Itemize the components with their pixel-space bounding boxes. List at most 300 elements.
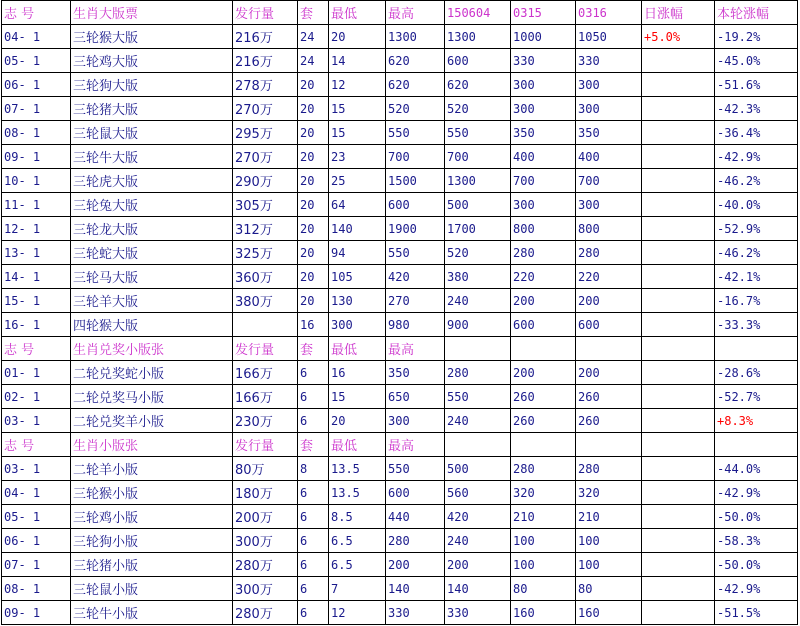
- cell-price-0316: 280: [576, 457, 642, 481]
- header-cell-code: 志 号: [2, 337, 71, 361]
- cell-price-150604: 550: [445, 121, 511, 145]
- table-row: [2, 241, 798, 265]
- cell-high: 550: [386, 241, 445, 265]
- cell-high: 600: [386, 481, 445, 505]
- cell-name: 三轮狗小版: [71, 529, 233, 553]
- cell-high: 270: [386, 289, 445, 313]
- cell-price-0315: 320: [511, 481, 576, 505]
- cell-code: 13- 1: [2, 241, 71, 265]
- header-cell-price-0316: 0316: [576, 1, 642, 25]
- cell-price-150604: 1300: [445, 25, 511, 49]
- cell-high: 600: [386, 193, 445, 217]
- cell-daily-change: [642, 73, 715, 97]
- cell-price-0315: 300: [511, 73, 576, 97]
- cell-price-0316: 200: [576, 289, 642, 313]
- cell-round-change: -46.2%: [715, 241, 798, 265]
- cell-name: 三轮鼠大版: [71, 121, 233, 145]
- cell-daily-change: +5.0%: [642, 25, 715, 49]
- cell-name: 三轮牛大版: [71, 145, 233, 169]
- cell-round-change: -36.4%: [715, 121, 798, 145]
- cell-name: 三轮牛小版: [71, 601, 233, 625]
- cell-low: 6.5: [329, 553, 386, 577]
- cell-daily-change: [642, 121, 715, 145]
- header-cell-price-0315: 0315: [511, 1, 576, 25]
- header-cell-set: 套: [298, 1, 329, 25]
- cell-issue: 270万: [233, 145, 298, 169]
- cell-low: 6.5: [329, 529, 386, 553]
- cell-low: 64: [329, 193, 386, 217]
- table-row: [2, 385, 798, 409]
- cell-price-0316: 160: [576, 601, 642, 625]
- cell-price-150604: 550: [445, 385, 511, 409]
- cell-set: 20: [298, 241, 329, 265]
- cell-set: 6: [298, 601, 329, 625]
- header-cell-price-0315: [511, 337, 576, 361]
- table-row: [2, 553, 798, 577]
- cell-code: 01- 1: [2, 361, 71, 385]
- cell-set: 8: [298, 457, 329, 481]
- table-row: [2, 49, 798, 73]
- cell-low: 8.5: [329, 505, 386, 529]
- cell-price-0316: 260: [576, 409, 642, 433]
- cell-round-change: -42.9%: [715, 481, 798, 505]
- cell-price-0316: 350: [576, 121, 642, 145]
- cell-price-0315: 200: [511, 289, 576, 313]
- cell-low: 13.5: [329, 481, 386, 505]
- cell-price-0316: 800: [576, 217, 642, 241]
- cell-price-0316: 100: [576, 529, 642, 553]
- cell-set: 6: [298, 529, 329, 553]
- cell-low: 105: [329, 265, 386, 289]
- cell-price-0315: 800: [511, 217, 576, 241]
- cell-high: 520: [386, 97, 445, 121]
- cell-price-0316: 300: [576, 193, 642, 217]
- cell-round-change: -42.1%: [715, 265, 798, 289]
- cell-price-0315: 160: [511, 601, 576, 625]
- cell-name: 三轮龙大版: [71, 217, 233, 241]
- cell-set: 24: [298, 49, 329, 73]
- header-cell-low: 最低: [329, 1, 386, 25]
- cell-price-0316: 260: [576, 385, 642, 409]
- cell-price-0316: 220: [576, 265, 642, 289]
- cell-high: 620: [386, 49, 445, 73]
- cell-issue: 180万: [233, 481, 298, 505]
- cell-price-150604: 330: [445, 601, 511, 625]
- cell-low: 7: [329, 577, 386, 601]
- cell-daily-change: [642, 145, 715, 169]
- cell-daily-change: [642, 97, 715, 121]
- header-cell-price-0316: [576, 337, 642, 361]
- cell-code: 04- 1: [2, 25, 71, 49]
- header-cell-set: 套: [298, 433, 329, 457]
- table-row: [2, 169, 798, 193]
- header-cell-round-change: [715, 337, 798, 361]
- cell-round-change: -42.9%: [715, 145, 798, 169]
- cell-round-change: +8.3%: [715, 409, 798, 433]
- header-cell-price-150604: [445, 433, 511, 457]
- cell-round-change: -16.7%: [715, 289, 798, 313]
- cell-name: 三轮兔大版: [71, 193, 233, 217]
- header-cell-issue: 发行量: [233, 1, 298, 25]
- cell-code: 09- 1: [2, 145, 71, 169]
- cell-high: 700: [386, 145, 445, 169]
- cell-price-150604: 140: [445, 577, 511, 601]
- cell-low: 16: [329, 361, 386, 385]
- cell-code: 10- 1: [2, 169, 71, 193]
- cell-price-0315: 300: [511, 193, 576, 217]
- cell-daily-change: [642, 289, 715, 313]
- cell-high: 420: [386, 265, 445, 289]
- header-cell-name: 生肖小版张: [71, 433, 233, 457]
- cell-price-150604: 500: [445, 193, 511, 217]
- cell-price-0315: 260: [511, 409, 576, 433]
- cell-issue: 380万: [233, 289, 298, 313]
- cell-price-0316: 1050: [576, 25, 642, 49]
- cell-set: 20: [298, 289, 329, 313]
- cell-price-0316: 100: [576, 553, 642, 577]
- cell-set: 6: [298, 361, 329, 385]
- cell-low: 140: [329, 217, 386, 241]
- cell-set: 6: [298, 385, 329, 409]
- cell-price-150604: 200: [445, 553, 511, 577]
- cell-price-0315: 210: [511, 505, 576, 529]
- cell-set: 24: [298, 25, 329, 49]
- cell-issue: 166万: [233, 385, 298, 409]
- cell-high: 300: [386, 409, 445, 433]
- cell-high: 650: [386, 385, 445, 409]
- cell-price-0315: 280: [511, 457, 576, 481]
- header-cell-code: 志 号: [2, 433, 71, 457]
- cell-round-change: -33.3%: [715, 313, 798, 337]
- cell-issue: 80万: [233, 457, 298, 481]
- cell-issue: 270万: [233, 97, 298, 121]
- cell-round-change: -42.9%: [715, 577, 798, 601]
- cell-low: 20: [329, 409, 386, 433]
- section-header-row: [2, 433, 798, 457]
- cell-price-150604: 900: [445, 313, 511, 337]
- cell-code: 06- 1: [2, 73, 71, 97]
- cell-daily-change: [642, 553, 715, 577]
- table-row: [2, 457, 798, 481]
- cell-issue: 300万: [233, 529, 298, 553]
- cell-set: 20: [298, 97, 329, 121]
- cell-price-150604: 1700: [445, 217, 511, 241]
- cell-price-0316: 320: [576, 481, 642, 505]
- cell-price-150604: 520: [445, 241, 511, 265]
- cell-price-150604: 240: [445, 529, 511, 553]
- cell-code: 08- 1: [2, 121, 71, 145]
- cell-round-change: -40.0%: [715, 193, 798, 217]
- cell-round-change: -42.3%: [715, 97, 798, 121]
- cell-price-0316: 210: [576, 505, 642, 529]
- cell-price-0316: 600: [576, 313, 642, 337]
- table-row: [2, 529, 798, 553]
- cell-price-0316: 200: [576, 361, 642, 385]
- cell-name: 三轮鸡大版: [71, 49, 233, 73]
- cell-low: 13.5: [329, 457, 386, 481]
- cell-price-0315: 80: [511, 577, 576, 601]
- cell-price-0315: 350: [511, 121, 576, 145]
- cell-name: 三轮猴大版: [71, 25, 233, 49]
- header-cell-low: 最低: [329, 337, 386, 361]
- section-header-row: [2, 337, 798, 361]
- cell-name: 三轮鸡小版: [71, 505, 233, 529]
- cell-name: 二轮兑奖蛇小版: [71, 361, 233, 385]
- stamp-price-table: [1, 0, 798, 625]
- cell-set: 20: [298, 121, 329, 145]
- cell-price-0316: 700: [576, 169, 642, 193]
- cell-high: 1900: [386, 217, 445, 241]
- cell-code: 11- 1: [2, 193, 71, 217]
- cell-price-150604: 700: [445, 145, 511, 169]
- cell-low: 300: [329, 313, 386, 337]
- cell-round-change: -58.3%: [715, 529, 798, 553]
- cell-high: 440: [386, 505, 445, 529]
- cell-issue: 278万: [233, 73, 298, 97]
- cell-set: 20: [298, 193, 329, 217]
- table-body: [2, 1, 798, 625]
- table-row: [2, 289, 798, 313]
- cell-issue: 312万: [233, 217, 298, 241]
- cell-low: 23: [329, 145, 386, 169]
- cell-name: 三轮鼠小版: [71, 577, 233, 601]
- cell-low: 12: [329, 601, 386, 625]
- cell-issue: 305万: [233, 193, 298, 217]
- cell-code: 04- 1: [2, 481, 71, 505]
- cell-code: 03- 1: [2, 409, 71, 433]
- cell-issue: 325万: [233, 241, 298, 265]
- cell-name: 三轮狗大版: [71, 73, 233, 97]
- cell-high: 550: [386, 121, 445, 145]
- cell-issue: 216万: [233, 49, 298, 73]
- header-cell-name: 生肖大版票: [71, 1, 233, 25]
- cell-code: 05- 1: [2, 49, 71, 73]
- cell-price-0315: 100: [511, 553, 576, 577]
- cell-low: 12: [329, 73, 386, 97]
- cell-price-0315: 220: [511, 265, 576, 289]
- cell-high: 620: [386, 73, 445, 97]
- cell-name: 三轮蛇大版: [71, 241, 233, 265]
- table-row: [2, 217, 798, 241]
- cell-high: 200: [386, 553, 445, 577]
- cell-name: 三轮猴小版: [71, 481, 233, 505]
- cell-price-0315: 1000: [511, 25, 576, 49]
- table-row: [2, 121, 798, 145]
- cell-low: 130: [329, 289, 386, 313]
- cell-round-change: -50.0%: [715, 505, 798, 529]
- cell-code: 14- 1: [2, 265, 71, 289]
- header-cell-set: 套: [298, 337, 329, 361]
- cell-name: 二轮兑奖羊小版: [71, 409, 233, 433]
- cell-issue: 360万: [233, 265, 298, 289]
- cell-price-150604: 620: [445, 73, 511, 97]
- cell-low: 14: [329, 49, 386, 73]
- cell-daily-change: [642, 409, 715, 433]
- cell-code: 05- 1: [2, 505, 71, 529]
- cell-price-0315: 300: [511, 97, 576, 121]
- cell-name: 三轮虎大版: [71, 169, 233, 193]
- header-cell-high: 最高: [386, 433, 445, 457]
- table-row: [2, 577, 798, 601]
- cell-price-0316: 330: [576, 49, 642, 73]
- cell-round-change: -50.0%: [715, 553, 798, 577]
- header-cell-price-0316: [576, 433, 642, 457]
- table-row: [2, 601, 798, 625]
- cell-code: 07- 1: [2, 553, 71, 577]
- cell-price-0315: 100: [511, 529, 576, 553]
- header-cell-code: 志 号: [2, 1, 71, 25]
- cell-round-change: -46.2%: [715, 169, 798, 193]
- header-cell-issue: 发行量: [233, 433, 298, 457]
- cell-set: 20: [298, 73, 329, 97]
- table-row: [2, 73, 798, 97]
- cell-low: 25: [329, 169, 386, 193]
- cell-price-0315: 280: [511, 241, 576, 265]
- cell-code: 12- 1: [2, 217, 71, 241]
- cell-daily-change: [642, 241, 715, 265]
- cell-price-150604: 1300: [445, 169, 511, 193]
- cell-daily-change: [642, 193, 715, 217]
- cell-price-0316: 400: [576, 145, 642, 169]
- cell-round-change: -51.5%: [715, 601, 798, 625]
- cell-set: 6: [298, 577, 329, 601]
- cell-price-150604: 500: [445, 457, 511, 481]
- cell-issue: 216万: [233, 25, 298, 49]
- cell-code: 09- 1: [2, 601, 71, 625]
- cell-issue: 290万: [233, 169, 298, 193]
- cell-round-change: -51.6%: [715, 73, 798, 97]
- cell-low: 15: [329, 121, 386, 145]
- cell-set: 6: [298, 481, 329, 505]
- cell-set: 6: [298, 409, 329, 433]
- table-row: [2, 361, 798, 385]
- cell-price-0315: 260: [511, 385, 576, 409]
- cell-daily-change: [642, 265, 715, 289]
- cell-price-0315: 700: [511, 169, 576, 193]
- cell-daily-change: [642, 505, 715, 529]
- cell-issue: 280万: [233, 601, 298, 625]
- header-cell-price-150604: [445, 337, 511, 361]
- cell-round-change: -52.7%: [715, 385, 798, 409]
- cell-high: 140: [386, 577, 445, 601]
- header-cell-daily-change: 日涨幅: [642, 1, 715, 25]
- cell-name: 三轮猪小版: [71, 553, 233, 577]
- cell-price-0316: 80: [576, 577, 642, 601]
- cell-price-150604: 240: [445, 409, 511, 433]
- cell-issue: 166万: [233, 361, 298, 385]
- cell-daily-change: [642, 313, 715, 337]
- cell-code: 07- 1: [2, 97, 71, 121]
- cell-name: 四轮猴大版: [71, 313, 233, 337]
- header-cell-name: 生肖兑奖小版张: [71, 337, 233, 361]
- cell-issue: 280万: [233, 553, 298, 577]
- cell-set: 20: [298, 265, 329, 289]
- header-cell-price-150604: 150604: [445, 1, 511, 25]
- cell-code: 15- 1: [2, 289, 71, 313]
- cell-set: 16: [298, 313, 329, 337]
- cell-low: 15: [329, 97, 386, 121]
- cell-name: 三轮马大版: [71, 265, 233, 289]
- cell-daily-change: [642, 601, 715, 625]
- cell-code: 16- 1: [2, 313, 71, 337]
- table-row: [2, 145, 798, 169]
- cell-code: 08- 1: [2, 577, 71, 601]
- cell-high: 1300: [386, 25, 445, 49]
- cell-price-0316: 300: [576, 97, 642, 121]
- cell-code: 06- 1: [2, 529, 71, 553]
- header-cell-high: 最高: [386, 337, 445, 361]
- header-cell-low: 最低: [329, 433, 386, 457]
- cell-name: 三轮羊大版: [71, 289, 233, 313]
- cell-daily-change: [642, 529, 715, 553]
- cell-name: 二轮羊小版: [71, 457, 233, 481]
- table-row: [2, 481, 798, 505]
- header-cell-price-0315: [511, 433, 576, 457]
- header-cell-round-change: 本轮涨幅: [715, 1, 798, 25]
- cell-price-150604: 240: [445, 289, 511, 313]
- table-row: [2, 97, 798, 121]
- header-cell-daily-change: [642, 433, 715, 457]
- cell-round-change: -45.0%: [715, 49, 798, 73]
- cell-price-150604: 600: [445, 49, 511, 73]
- cell-high: 350: [386, 361, 445, 385]
- table-row: [2, 313, 798, 337]
- cell-issue: 295万: [233, 121, 298, 145]
- cell-daily-change: [642, 457, 715, 481]
- cell-issue: 200万: [233, 505, 298, 529]
- cell-price-0315: 600: [511, 313, 576, 337]
- cell-high: 280: [386, 529, 445, 553]
- cell-price-150604: 520: [445, 97, 511, 121]
- cell-set: 20: [298, 217, 329, 241]
- cell-price-0316: 280: [576, 241, 642, 265]
- cell-round-change: -44.0%: [715, 457, 798, 481]
- cell-issue: 230万: [233, 409, 298, 433]
- cell-issue: 300万: [233, 577, 298, 601]
- cell-high: 980: [386, 313, 445, 337]
- cell-round-change: -19.2%: [715, 25, 798, 49]
- table-row: [2, 409, 798, 433]
- cell-code: 02- 1: [2, 385, 71, 409]
- cell-daily-change: [642, 385, 715, 409]
- table-row: [2, 193, 798, 217]
- table-row: [2, 265, 798, 289]
- cell-daily-change: [642, 361, 715, 385]
- cell-low: 20: [329, 25, 386, 49]
- cell-price-150604: 380: [445, 265, 511, 289]
- cell-set: 20: [298, 169, 329, 193]
- header-cell-round-change: [715, 433, 798, 457]
- cell-high: 1500: [386, 169, 445, 193]
- cell-high: 330: [386, 601, 445, 625]
- cell-price-150604: 560: [445, 481, 511, 505]
- header-cell-high: 最高: [386, 1, 445, 25]
- cell-low: 94: [329, 241, 386, 265]
- cell-daily-change: [642, 49, 715, 73]
- table-row: [2, 25, 798, 49]
- cell-round-change: -52.9%: [715, 217, 798, 241]
- cell-daily-change: [642, 169, 715, 193]
- cell-daily-change: [642, 217, 715, 241]
- cell-low: 15: [329, 385, 386, 409]
- table-row: [2, 505, 798, 529]
- cell-round-change: -28.6%: [715, 361, 798, 385]
- cell-price-0315: 330: [511, 49, 576, 73]
- header-cell-issue: 发行量: [233, 337, 298, 361]
- cell-name: 三轮猪大版: [71, 97, 233, 121]
- cell-price-150604: 280: [445, 361, 511, 385]
- cell-price-0316: 300: [576, 73, 642, 97]
